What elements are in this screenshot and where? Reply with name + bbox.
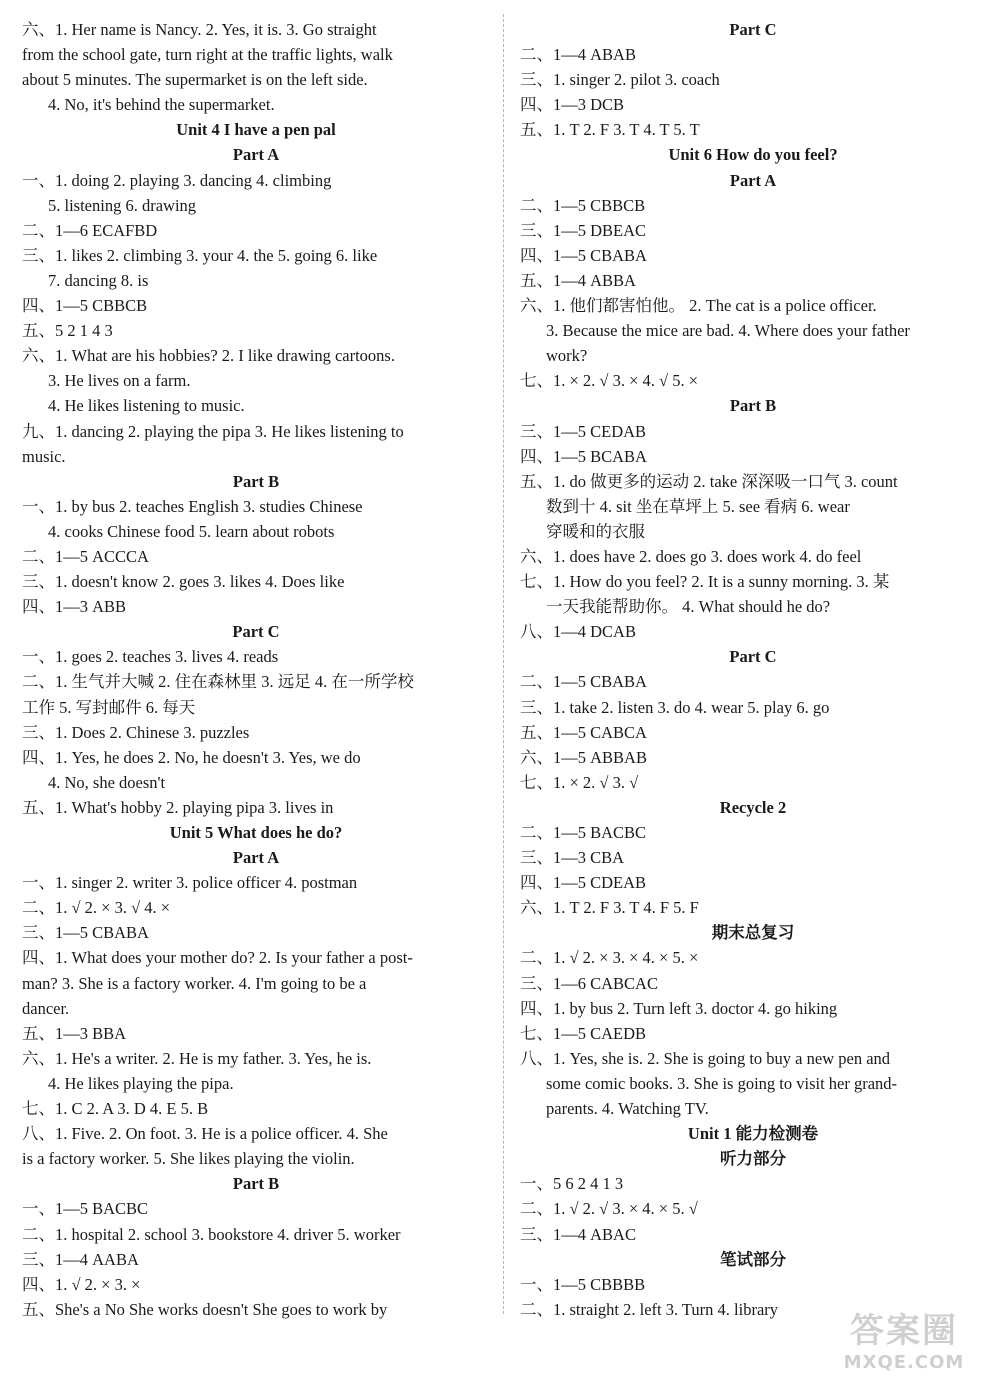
answer-line: 五、1. do 做更多的运动 2. take 深深吸一口气 3. count	[520, 471, 898, 491]
answer-line: 3. Because the mice are bad. 4. Where does your father	[546, 321, 910, 341]
answer-line: 五、1. T 2. F 3. T 4. T 5. T	[520, 120, 700, 140]
answer-line: 六、1. 他们都害怕他。 2. The cat is a police officer.	[520, 296, 877, 316]
answer-line: 六、1. T 2. F 3. T 4. F 5. F	[520, 898, 699, 918]
answer-line: is a factory worker. 5. She likes playing the violin.	[22, 1149, 355, 1169]
answer-line: 4. No, it's behind the supermarket.	[48, 95, 275, 115]
answer-line: 二、1. √ 2. × 3. √ 4. ×	[22, 898, 171, 918]
answer-line: 四、1. by bus 2. Turn left 3. doctor 4. go hiking	[520, 998, 838, 1018]
answer-line: 一、1—5 BACBC	[22, 1199, 149, 1219]
answer-line: man? 3. She is a factory worker. 4. I'm going to be a	[22, 973, 367, 993]
answer-line: 二、1—4 ABAB	[520, 45, 636, 65]
section-heading: Part B	[729, 396, 777, 416]
answer-line: 工作 5. 写封邮件 6. 每天	[22, 697, 196, 717]
answer-line: 八、1. Five. 2. On foot. 3. He is a police officer. 4. She	[22, 1124, 388, 1144]
section-heading: Part A	[729, 170, 777, 190]
answer-line: 三、1. Does 2. Chinese 3. puzzles	[22, 722, 250, 742]
watermark-url: MXQE.COM	[843, 1352, 965, 1373]
answer-line: parents. 4. Watching TV.	[546, 1099, 709, 1119]
answer-line: 六、1. Her name is Nancy. 2. Yes, it is. 3. Go straight	[22, 20, 377, 39]
answer-line: 数到十 4. sit 坐在草坪上 5. see 看病 6. wear	[546, 496, 850, 516]
answer-line: 二、1—5 CBABA	[520, 672, 647, 692]
answer-line: 三、1—4 AABA	[22, 1249, 139, 1269]
answer-line: 一天我能帮助你。 4. What should he do?	[546, 597, 831, 617]
answer-line: 三、1—6 CABCAC	[520, 973, 658, 993]
section-heading: Unit 5 What does he do?	[169, 823, 343, 842]
answer-line: 三、1. singer 2. pilot 3. coach	[520, 70, 720, 90]
column-divider	[503, 14, 504, 1314]
answer-line: 4. He likes listening to music.	[48, 396, 245, 416]
answer-line: 四、1—3 DCB	[520, 95, 625, 115]
answer-line: 一、1—5 CBBBB	[520, 1274, 646, 1294]
answer-line: 七、1—5 CAEDB	[520, 1023, 647, 1043]
answer-line: 四、1—5 CBBCB	[22, 296, 148, 316]
answer-line: 三、1. doesn't know 2. goes 3. likes 4. Does like	[22, 572, 345, 592]
answer-line: 二、1—5 CBBCB	[520, 195, 646, 215]
answer-line: 五、1. What's hobby 2. playing pipa 3. lives in	[22, 797, 334, 817]
answer-line: 五、1—4 ABBA	[520, 270, 636, 290]
answer-line: 三、1—4 ABAC	[520, 1224, 636, 1244]
answer-line: 八、1. Yes, she is. 2. She is going to buy a new pen and	[520, 1048, 891, 1068]
section-heading: Part B	[232, 471, 280, 491]
answer-line: music.	[22, 446, 66, 466]
answer-line: 二、1—6 ECAFBD	[22, 220, 158, 240]
answer-line: 3. He lives on a farm.	[48, 371, 191, 391]
answer-line: 六、1. He's a writer. 2. He is my father. 3. Yes, he is.	[22, 1048, 372, 1068]
right-column	[520, 17, 986, 1322]
answer-line: 三、1—3 CBA	[520, 848, 625, 868]
answer-line: 一、5 6 2 4 1 3	[520, 1174, 624, 1194]
answer-line: 四、1—5 CDEAB	[520, 873, 647, 893]
answer-line: 四、1—3 ABB	[22, 597, 127, 617]
section-heading: Part C	[232, 622, 280, 642]
section-heading: 期末总复习	[711, 923, 795, 943]
answer-line: from the school gate, turn right at the traffic lights, walk	[22, 45, 393, 65]
answer-line: 六、1. What are his hobbies? 2. I like drawing cartoons.	[22, 346, 395, 366]
section-heading: Part B	[232, 1174, 280, 1194]
section-heading: 听力部分	[720, 1149, 786, 1169]
section-heading: Part C	[729, 20, 777, 39]
answer-line: 4. No, she doesn't	[48, 772, 166, 792]
answer-line: 二、1. 生气并大喊 2. 住在森林里 3. 远足 4. 在一所学校	[22, 672, 414, 692]
section-heading: Recycle 2	[719, 797, 787, 817]
answer-line: 二、1. straight 2. left 3. Turn 4. library	[520, 1299, 779, 1319]
answer-line: 三、1—5 CBABA	[22, 923, 149, 943]
answer-line: about 5 minutes. The supermarket is on the left side.	[22, 70, 368, 90]
answer-line: 五、1—5 CABCA	[520, 722, 647, 742]
answer-line: 7. dancing 8. is	[48, 270, 149, 290]
answer-line: 七、1. × 2. √ 3. × 4. √ 5. ×	[520, 371, 699, 391]
answer-line: dancer.	[22, 998, 70, 1018]
answer-line: work?	[546, 346, 588, 366]
answer-line: 二、1. √ 2. × 3. × 4. × 5. ×	[520, 948, 699, 968]
section-heading: Part C	[729, 647, 777, 667]
section-heading: Part A	[232, 848, 280, 868]
section-heading: 笔试部分	[720, 1249, 786, 1269]
answer-line: 三、1—5 DBEAC	[520, 220, 647, 240]
answer-line: 一、1. singer 2. writer 3. police officer 4. postman	[22, 873, 358, 893]
answer-line: 四、1—5 BCABA	[520, 446, 647, 466]
answer-line: 4. He likes playing the pipa.	[48, 1073, 234, 1093]
left-column	[22, 17, 490, 1322]
section-heading: Unit 1 能力检测卷	[687, 1124, 819, 1144]
section-heading: Part A	[232, 145, 280, 165]
answer-line: 四、1—5 CBABA	[520, 245, 647, 265]
answer-line: some comic books. 3. She is going to visit her grand-	[546, 1073, 898, 1093]
answer-line: 六、1—5 ABBAB	[520, 747, 647, 767]
watermark-title: 答案圈	[850, 1311, 958, 1351]
answer-line: 一、1. goes 2. teaches 3. lives 4. reads	[22, 647, 279, 667]
answer-line: 三、1. take 2. listen 3. do 4. wear 5. play 6. go	[520, 697, 830, 717]
answer-line: 五、1—3 BBA	[22, 1023, 127, 1043]
answer-line: 四、1. What does your mother do? 2. Is your father a post-	[22, 948, 413, 968]
answer-line: 二、1. hospital 2. school 3. bookstore 4. driver 5. worker	[22, 1224, 401, 1244]
answer-line: 三、1—5 CEDAB	[520, 421, 647, 441]
answer-line: 二、1—5 BACBC	[520, 823, 647, 842]
answer-line: 二、1—5 ACCCA	[22, 546, 149, 566]
section-heading: Unit 6 How do you feel?	[668, 145, 838, 165]
answer-line: 七、1. × 2. √ 3. √	[520, 772, 639, 792]
answer-line: 八、1—4 DCAB	[520, 622, 636, 642]
answer-line: 七、1. C 2. A 3. D 4. E 5. B	[22, 1099, 209, 1119]
answer-line: 二、1. √ 2. √ 3. × 4. × 5. √	[520, 1199, 698, 1219]
section-heading: Unit 4 I have a pen pal	[176, 120, 336, 140]
answer-line: 穿暖和的衣服	[546, 521, 645, 541]
answer-line: 五、5 2 1 4 3	[22, 321, 113, 341]
answer-line: 4. cooks Chinese food 5. learn about robots	[48, 521, 335, 541]
answer-line: 九、1. dancing 2. playing the pipa 3. He likes listening to	[22, 421, 404, 441]
answer-line: 五、She's a No She works doesn't She goes to work by	[22, 1299, 388, 1319]
watermark-logo	[814, 1303, 994, 1373]
answer-line: 七、1. How do you feel? 2. It is a sunny morning. 3. 某	[520, 572, 890, 592]
answer-line: 5. listening 6. drawing	[48, 195, 197, 215]
answer-line: 六、1. does have 2. does go 3. does work 4. do feel	[520, 546, 862, 566]
answer-line: 三、1. likes 2. climbing 3. your 4. the 5. going 6. like	[22, 245, 378, 265]
answer-line: 四、1. Yes, he does 2. No, he doesn't 3. Yes, we do	[22, 747, 361, 767]
answer-line: 一、1. doing 2. playing 3. dancing 4. climbing	[22, 170, 332, 190]
answer-line: 四、1. √ 2. × 3. ×	[22, 1274, 141, 1294]
answer-line: 一、1. by bus 2. teaches English 3. studies Chinese	[22, 496, 363, 516]
